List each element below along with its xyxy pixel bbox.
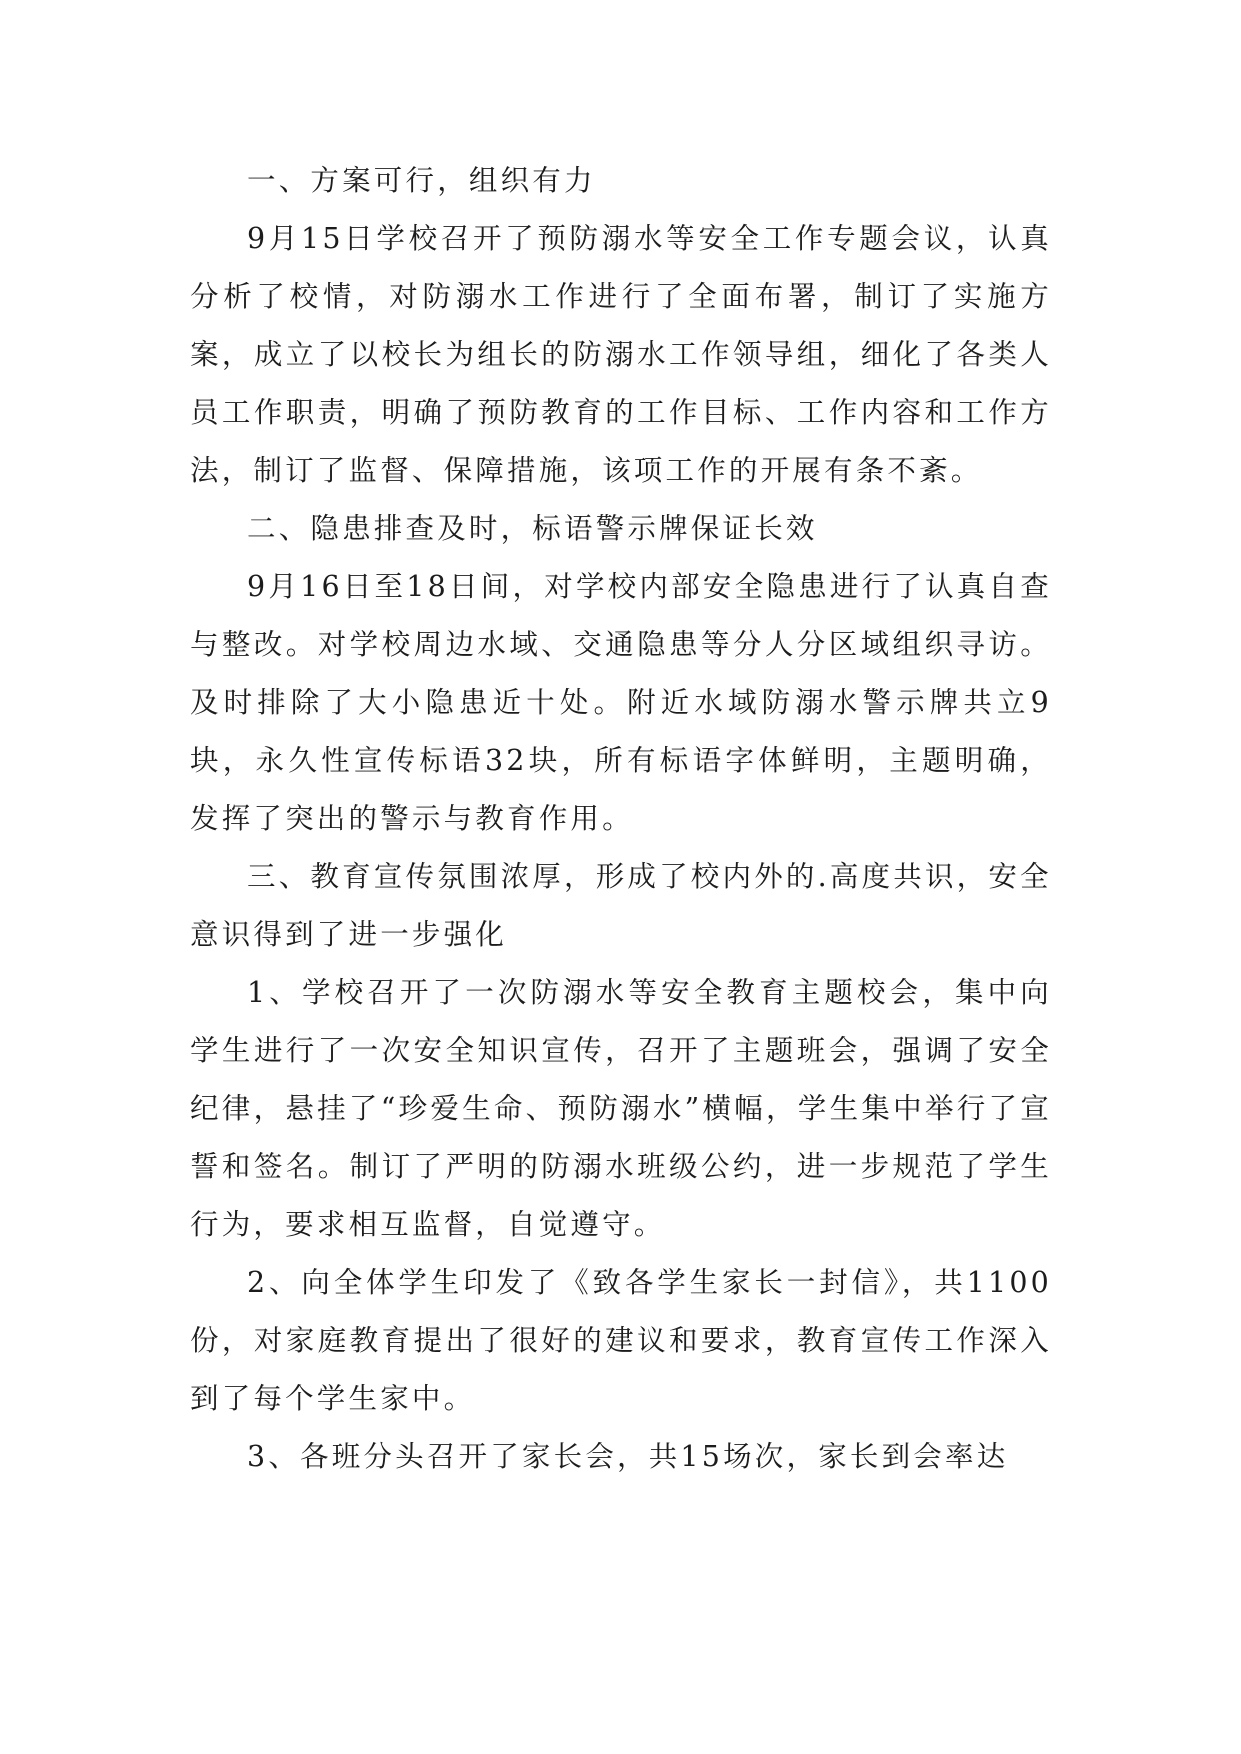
document-page [190,152,1052,1486]
section-heading-1: 一、方案可行，组织有力 [247,164,596,197]
section-heading-3: 三、教育宣传氛围浓厚，形成了校内外的.高度共识，安全意识得到了进一步强化 [190,860,1052,951]
paragraph-meeting: 9月15日学校召开了预防溺水等安全工作专题会议，认真分析了校情，对防溺水工作进行了全面布署，制订了实施方案，成立了以校长为组长的防溺水工作领导组，细化了各类人员工作职责，明确了预防教育的工作目标、工作内容和工作方法，制订了监督、保障措施，该项工作的开展有条不紊。 [190,222,1052,487]
paragraph-hazard-check: 9月16日至18日间，对学校内部安全隐患进行了认真自查与整改。对学校周边水域、交通隐患等分人分区域组织寻访。及时排除了大小隐患近十处。附近水域防溺水警示牌共立9块，永久性宣传标语32块，所有标语字体鲜明，主题明确，发挥了突出的警示与教育作用。 [190,570,1052,835]
paragraph-item-3: 3、各班分头召开了家长会，共15场次，家长到会率达 [247,1440,1009,1473]
section-heading-2: 二、隐患排查及时，标语警示牌保证长效 [247,512,818,545]
paragraph-item-2: 2、向全体学生印发了《致各学生家长一封信》，共1100份，对家庭教育提出了很好的建议和要求，教育宣传工作深入到了每个学生家中。 [190,1266,1052,1415]
paragraph-item-1: 1、学校召开了一次防溺水等安全教育主题校会，集中向学生进行了一次安全知识宣传，召开了主题班会，强调了安全纪律，悬挂了“珍爱生命、预防溺水”横幅，学生集中举行了宣誓和签名。制订了严明的防溺水班级公约，进一步规范了学生行为，要求相互监督，自觉遵守。 [190,976,1052,1241]
